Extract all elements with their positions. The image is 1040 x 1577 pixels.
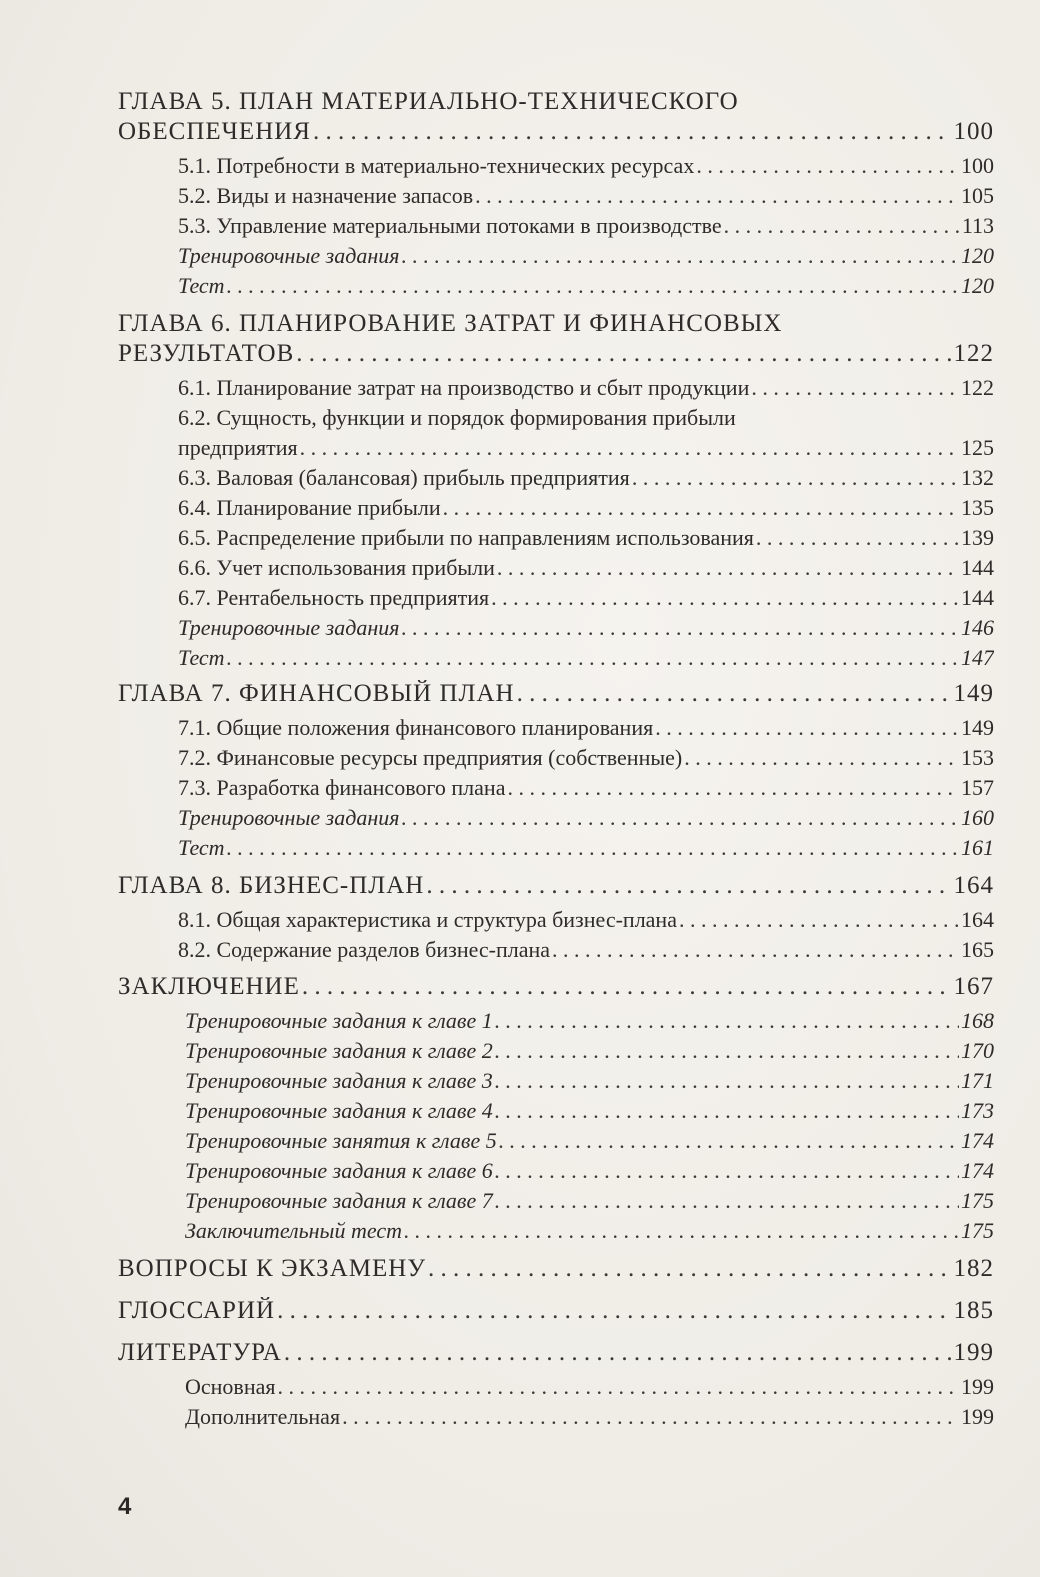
toc-entry-ch7-test[interactable]: [178, 835, 994, 861]
dot-leader: [404, 1218, 959, 1244]
toc-entry-literature[interactable]: [118, 1339, 994, 1367]
toc-page-number: 100: [961, 153, 994, 178]
dot-leader: [684, 745, 959, 771]
toc-page-number: 170: [961, 1038, 994, 1063]
toc-page-number: 164: [953, 872, 994, 899]
toc-entry-chapter-8[interactable]: [118, 872, 994, 900]
dot-leader: [495, 1098, 959, 1124]
toc-entry-title: 6.5. Распределение прибыли по направлениям использования: [178, 525, 754, 550]
toc-entry-chapter-6[interactable]: [118, 340, 994, 368]
toc-page-number: 160: [961, 805, 994, 830]
toc-entry-5-3[interactable]: [178, 213, 994, 239]
dot-leader: [751, 375, 959, 401]
dot-leader: [491, 585, 959, 611]
dot-leader: [632, 465, 959, 491]
toc-entry-title: 7.1. Общие положения финансового планирования: [178, 715, 654, 740]
dot-leader: [227, 645, 959, 671]
dot-leader: [696, 153, 959, 179]
toc-entry-ch7-tasks[interactable]: [178, 805, 994, 831]
dot-leader: [342, 1404, 959, 1430]
toc-entry-5-1[interactable]: [178, 153, 994, 179]
toc-entry-title: 5.2. Виды и назначение запасов: [178, 183, 474, 208]
dot-leader: [756, 525, 959, 551]
toc-entry-title: ГЛОССАРИЙ: [118, 1297, 276, 1324]
toc-entry-title: предприятия: [178, 435, 298, 460]
toc-entry-title: 7.3. Разработка финансового плана: [178, 775, 506, 800]
chapter-6-heading-line1: ГЛАВА 6. ПЛАНИРОВАНИЕ ЗАТРАТ И ФИНАНСОВЫХ: [118, 310, 783, 337]
toc-page-number: 174: [961, 1158, 994, 1183]
toc-entry-6-2[interactable]: [178, 435, 994, 461]
toc-entry-title: Тренировочные занятия к главе 5: [185, 1128, 497, 1153]
toc-page-number: 120: [961, 243, 994, 268]
toc-entry-title: ОБЕСПЕЧЕНИЯ: [118, 118, 311, 145]
toc-page-number: 174: [961, 1128, 994, 1153]
dot-leader: [507, 775, 959, 801]
toc-entry-title: Тренировочные задания к главе 2: [185, 1038, 493, 1063]
chapter-5-heading-line1: ГЛАВА 5. ПЛАН МАТЕРИАЛЬНО-ТЕХНИЧЕСКОГО: [118, 88, 739, 115]
dot-leader: [302, 973, 952, 1001]
toc-entry-title: Тест: [178, 835, 225, 860]
toc-entry-title: Основная: [185, 1374, 276, 1399]
toc-entry-training-2[interactable]: [185, 1038, 994, 1064]
toc-page-number: 161: [961, 835, 994, 860]
toc-page-number: 157: [961, 775, 994, 800]
toc-page-number: 105: [961, 183, 994, 208]
toc-entry-7-3[interactable]: [178, 775, 994, 801]
toc-entry-exam-questions[interactable]: [118, 1255, 994, 1283]
dot-leader: [495, 1038, 959, 1064]
dot-leader: [426, 872, 951, 900]
dot-leader: [227, 273, 959, 299]
toc-entry-ch6-test[interactable]: [178, 645, 994, 671]
toc-entry-title: Тренировочные задания к главе 3: [185, 1068, 493, 1093]
toc-page-number: 149: [961, 715, 994, 740]
toc-page-number: 132: [961, 465, 994, 490]
toc-entry-chapter-7[interactable]: [118, 680, 994, 708]
toc-entry-title: 5.1. Потребности в материально-технических ресурсах: [178, 153, 695, 178]
dot-leader: [552, 937, 959, 963]
dot-leader: [475, 183, 959, 209]
toc-entry-title: 6.6. Учет использования прибыли: [178, 555, 495, 580]
toc-entry-6-4[interactable]: [178, 495, 994, 521]
toc-entry-final-test[interactable]: [185, 1218, 994, 1244]
toc-entry-conclusion[interactable]: [118, 973, 994, 1001]
toc-page-number: 153: [961, 745, 994, 770]
toc-page-number: 120: [961, 273, 994, 298]
toc-entry-title: 7.2. Финансовые ресурсы предприятия (собственные): [178, 745, 683, 770]
dot-leader: [495, 1188, 959, 1214]
dot-leader: [497, 555, 959, 581]
toc-entry-ch6-tasks[interactable]: [178, 615, 994, 641]
toc-page-number: 125: [961, 435, 994, 460]
toc-entry-ch5-test[interactable]: [178, 273, 994, 299]
toc-entry-title: Тренировочные задания к главе 4: [185, 1098, 493, 1123]
toc-entry-title: ГЛАВА 8. БИЗНЕС-ПЛАН: [118, 872, 425, 899]
toc-entry-chapter-5[interactable]: [118, 118, 994, 146]
toc-page-number: 171: [961, 1068, 994, 1093]
toc-entry-title: ВОПРОСЫ К ЭКЗАМЕНУ: [118, 1255, 427, 1282]
dot-leader: [401, 243, 959, 269]
toc-page-number: 185: [953, 1297, 994, 1324]
dot-leader: [679, 907, 959, 933]
dot-leader: [495, 1068, 959, 1094]
toc-entry-title: ГЛАВА 7. ФИНАНСОВЫЙ ПЛАН: [118, 680, 515, 707]
toc-entry-7-1[interactable]: [178, 715, 994, 741]
toc-entry-title: 6.1. Планирование затрат на производство и сбыт продукции: [178, 375, 750, 400]
toc-entry-title: Тренировочные задания к главе 7: [185, 1188, 493, 1213]
toc-page-number: 165: [961, 937, 994, 962]
toc-entry-title: РЕЗУЛЬТАТОВ: [118, 340, 295, 367]
page-number: 4: [118, 1493, 132, 1520]
toc-entry-title: ЛИТЕРАТУРА: [118, 1339, 282, 1366]
dot-leader: [428, 1255, 951, 1283]
toc-entry-training-5[interactable]: [185, 1128, 994, 1154]
toc-page-number: 149: [953, 680, 994, 707]
toc-page-number: 199: [953, 1339, 994, 1366]
toc-entry-title: Тренировочные задания к главе 6: [185, 1158, 493, 1183]
toc-page-number: 113: [961, 213, 994, 238]
toc-entry-title: Дополнительная: [185, 1404, 341, 1429]
dot-leader: [313, 118, 952, 146]
toc-entry-title: Тренировочные задания: [178, 615, 400, 640]
toc-page-number: 135: [961, 495, 994, 520]
dot-leader: [401, 615, 959, 641]
toc-entry-training-7[interactable]: [185, 1188, 994, 1214]
toc-entry-title: Тренировочные задания: [178, 243, 400, 268]
toc-page-number: 122: [961, 375, 994, 400]
toc-page-number: 168: [961, 1008, 994, 1033]
toc-entry-6-3[interactable]: [178, 465, 994, 491]
toc-page-number: 147: [961, 645, 994, 670]
dot-leader: [296, 340, 951, 368]
dot-leader: [443, 495, 959, 521]
toc-entry-6-6[interactable]: [178, 555, 994, 581]
toc-entry-8-1[interactable]: [178, 907, 994, 933]
toc-page-number: 139: [961, 525, 994, 550]
dot-leader: [495, 1158, 959, 1184]
toc-entry-title: 8.1. Общая характеристика и структура бизнес-плана: [178, 907, 677, 932]
toc-page-number: 144: [961, 585, 994, 610]
toc-page-number: 182: [953, 1255, 994, 1282]
toc-entry-title: 8.2. Содержание разделов бизнес-плана: [178, 937, 551, 962]
toc-entry-title: Тест: [178, 645, 225, 670]
toc-entry-6-7[interactable]: [178, 585, 994, 611]
toc-entry-training-1[interactable]: [185, 1008, 994, 1034]
toc-page-number: 175: [961, 1188, 994, 1213]
toc-entry-6-5[interactable]: [178, 525, 994, 551]
toc-entry-glossary[interactable]: [118, 1297, 994, 1325]
toc-entry-training-3[interactable]: [185, 1068, 994, 1094]
toc-entry-ch5-tasks[interactable]: [178, 243, 994, 269]
dot-leader: [499, 1128, 959, 1154]
toc-page-number: 199: [961, 1404, 994, 1429]
toc-page-number: 167: [953, 973, 994, 1000]
dot-leader: [227, 835, 959, 861]
toc-entry-title: 6.7. Рентабельность предприятия: [178, 585, 490, 610]
toc-entry-title: 6.4. Планирование прибыли: [178, 495, 441, 520]
toc-entry-6-2-line1: 6.2. Сущность, функции и порядок формирования прибыли: [178, 405, 736, 430]
dot-leader: [655, 715, 959, 741]
dot-leader: [284, 1339, 952, 1367]
toc-page-number: 173: [961, 1098, 994, 1123]
toc-entry-literature-extra[interactable]: [185, 1404, 994, 1430]
dot-leader: [401, 805, 959, 831]
toc-page-number: 199: [961, 1374, 994, 1399]
toc-entry-7-2[interactable]: [178, 745, 994, 771]
dot-leader: [277, 1374, 959, 1400]
toc-entry-training-6[interactable]: [185, 1158, 994, 1184]
dot-leader: [277, 1297, 951, 1325]
dot-leader: [724, 213, 960, 239]
dot-leader: [517, 680, 952, 708]
toc-entry-title: Тест: [178, 273, 225, 298]
toc-entry-title: Тренировочные задания: [178, 805, 400, 830]
toc-page-number: 175: [961, 1218, 994, 1243]
toc-entry-literature-main[interactable]: [185, 1374, 994, 1400]
toc-entry-title: 5.3. Управление материальными потоками в производстве: [178, 213, 722, 238]
toc-page-number: 164: [961, 907, 994, 932]
toc-entry-title: Заключительный тест: [185, 1218, 402, 1243]
toc-page-number: 144: [961, 555, 994, 580]
toc-entry-title: Тренировочные задания к главе 1: [185, 1008, 493, 1033]
toc-page-number: 146: [961, 615, 994, 640]
toc-entry-training-4[interactable]: [185, 1098, 994, 1124]
toc-page-number: 100: [953, 118, 994, 145]
toc-entry-5-2[interactable]: [178, 183, 994, 209]
toc-entry-title: ЗАКЛЮЧЕНИЕ: [118, 973, 300, 1000]
dot-leader: [495, 1008, 959, 1034]
toc-entry-title: 6.3. Валовая (балансовая) прибыль предприятия: [178, 465, 630, 490]
toc-entry-6-1[interactable]: [178, 375, 994, 401]
dot-leader: [300, 435, 959, 461]
toc-page-number: 122: [953, 340, 994, 367]
toc-entry-8-2[interactable]: [178, 937, 994, 963]
